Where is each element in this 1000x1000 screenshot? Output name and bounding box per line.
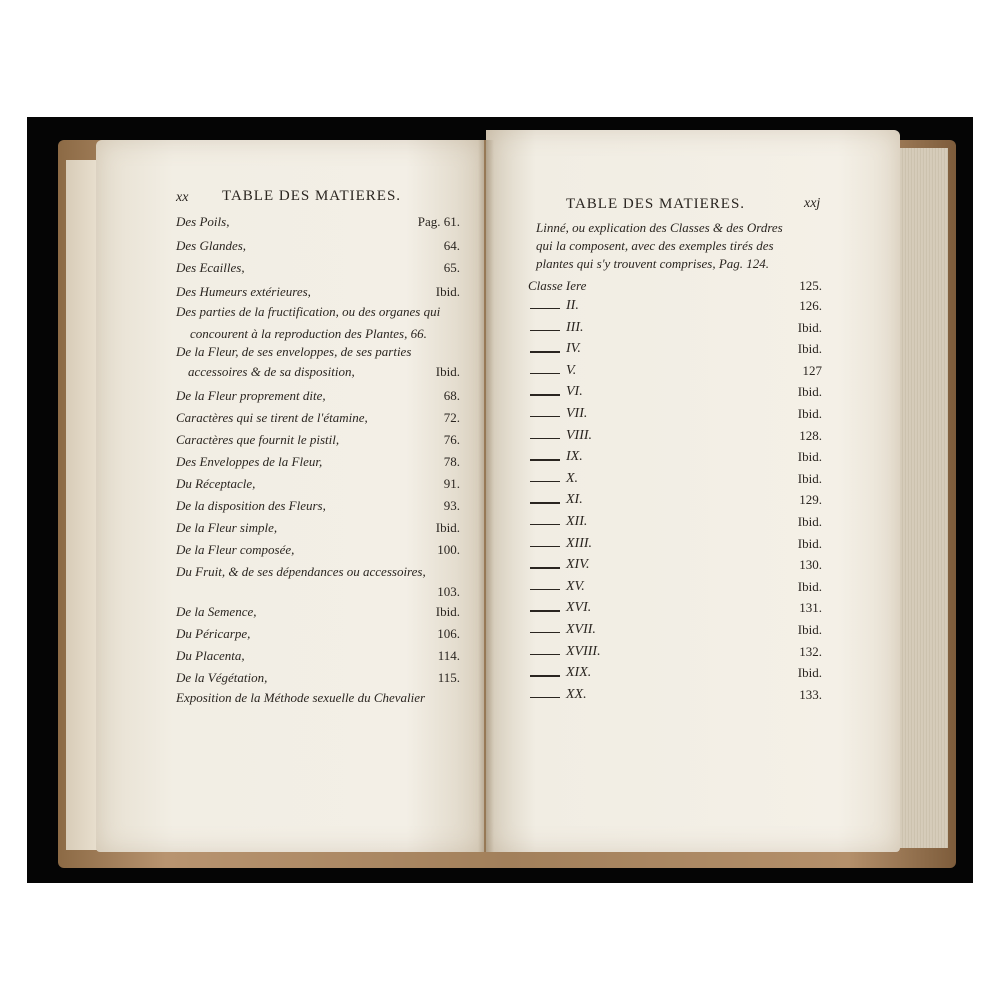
class-numeral: XVI.	[566, 600, 592, 616]
class-dash	[530, 546, 560, 547]
class-page: 128.	[799, 427, 822, 443]
toc-entry-text: De la Semence,	[176, 604, 257, 619]
class-numeral: IV.	[566, 341, 581, 357]
class-dash	[530, 524, 560, 525]
class-numeral: XVIII.	[566, 643, 601, 659]
class-numeral: XI.	[566, 492, 583, 508]
class-page: 132.	[799, 643, 822, 659]
class-page: Ibid.	[797, 341, 822, 357]
class-numeral: VIII.	[566, 427, 593, 443]
toc-entry-page: 72.	[443, 410, 460, 425]
class-numeral: XII.	[566, 514, 588, 529]
class-dash	[530, 373, 560, 374]
toc-entry-page: 115.	[437, 670, 460, 685]
class-dash	[530, 502, 560, 503]
toc-entry-text: De la disposition des Fleurs,	[176, 498, 326, 513]
class-numeral: II.	[566, 298, 579, 313]
intro-line: plantes qui s'y trouvent comprises, Pag. 124.	[536, 256, 770, 271]
class-numeral: XVII.	[566, 622, 596, 637]
toc-entry-text: Caractères que fournit le pistil,	[176, 432, 340, 447]
toc-entry-page: 114.	[437, 648, 460, 663]
left-heading: TABLE DES MATIERES.	[222, 188, 402, 204]
class-page: 130.	[799, 557, 822, 573]
class-page: Ibid.	[797, 319, 822, 335]
class-dash	[530, 330, 560, 331]
class-numeral: X.	[566, 470, 579, 486]
class-page: Ibid.	[797, 514, 822, 529]
toc-entry-text: accessoires & de sa disposition,	[188, 364, 355, 379]
class-numeral: VII.	[566, 406, 588, 421]
toc-entry-text: Des Ecailles,	[176, 260, 245, 275]
toc-entry-page: 76.	[443, 432, 460, 447]
class-dash	[530, 438, 560, 439]
class-page: Ibid.	[797, 449, 822, 465]
toc-entry-page: 65.	[443, 260, 460, 275]
toc-entry-text: Caractères qui se tirent de l'étamine,	[176, 410, 368, 425]
class-dash	[530, 632, 560, 633]
toc-entry-text: concourent à la reproduction des Plantes, 66.	[190, 326, 427, 341]
toc-entry-page: 103.	[437, 584, 460, 599]
toc-entry-page: Ibid.	[435, 520, 460, 535]
toc-entry-page: 93.	[443, 498, 460, 513]
toc-entry-text: De la Fleur simple,	[176, 520, 278, 535]
right-heading: TABLE DES MATIERES.	[566, 196, 746, 212]
class-numeral: XIV.	[566, 557, 590, 573]
class-dash	[530, 589, 560, 590]
class-page: Ibid.	[797, 406, 822, 421]
toc-entry-page: 100.	[437, 542, 460, 557]
left-folio: xx	[176, 190, 189, 205]
class-numeral: XX.	[566, 686, 587, 702]
toc-entry-page: 91.	[443, 476, 460, 491]
toc-entry-text: Du Réceptacle,	[176, 476, 256, 491]
class-numeral: XIII.	[566, 535, 593, 551]
class-numeral: V.	[566, 362, 577, 378]
toc-entry-page: 78.	[443, 454, 460, 469]
class-numeral: III.	[566, 319, 584, 335]
toc-entry-text: Des Poils,	[176, 214, 230, 229]
right-page-edges	[898, 148, 948, 848]
toc-entry-text: De la Fleur composée,	[176, 542, 295, 557]
toc-entry-text: Du Fruit, & de ses dépendances ou accessoires,	[176, 564, 426, 579]
toc-entry-page: Pag. 61.	[417, 214, 460, 229]
intro-line: qui la composent, avec des exemples tirés des	[536, 238, 774, 253]
class-numeral: VI.	[566, 384, 583, 400]
class-page: 131.	[799, 600, 822, 616]
class-page: 126.	[799, 298, 822, 313]
first-class-page: 125.	[799, 278, 822, 293]
toc-entry-text: Des Glandes,	[176, 238, 247, 253]
toc-entry-page: 106.	[437, 626, 460, 641]
class-dash	[530, 351, 560, 352]
class-page: Ibid.	[797, 384, 822, 400]
toc-entry-page: Ibid.	[435, 364, 460, 379]
class-page: Ibid.	[797, 535, 822, 551]
class-dash	[530, 610, 560, 611]
left-page	[96, 140, 484, 852]
class-dash	[530, 394, 560, 395]
toc-entry-text: Exposition de la Méthode sexuelle du Chevalier	[176, 690, 426, 705]
toc-entry-text: Des parties de la fructification, ou des organes qui	[176, 304, 441, 319]
class-numeral: IX.	[566, 449, 583, 465]
class-dash	[530, 308, 560, 309]
class-numeral: XIX.	[566, 665, 592, 681]
class-dash	[530, 459, 560, 460]
class-dash	[530, 697, 560, 698]
right-folio: xxj	[804, 196, 821, 211]
toc-entry-page: 68.	[443, 388, 460, 403]
class-page: 127	[802, 362, 822, 378]
book-gutter	[478, 140, 494, 852]
class-dash	[530, 567, 560, 568]
class-page: Ibid.	[797, 665, 822, 681]
toc-entry-page: 64.	[443, 238, 460, 253]
class-dash	[530, 654, 560, 655]
toc-entry-text: De la Fleur, de ses enveloppes, de ses parties	[176, 344, 412, 359]
toc-entry-text: Des Humeurs extérieures,	[176, 284, 311, 299]
class-numeral: XV.	[566, 578, 585, 594]
class-page: Ibid.	[797, 470, 822, 486]
class-page: Ibid.	[797, 578, 822, 594]
toc-entry-text: Du Placenta,	[176, 648, 245, 663]
class-dash	[530, 481, 560, 482]
class-page: 133.	[799, 686, 822, 702]
toc-entry-text: Du Péricarpe,	[176, 626, 251, 641]
class-dash	[530, 416, 560, 417]
toc-entry-page: Ibid.	[435, 284, 460, 299]
class-dash	[530, 675, 560, 676]
toc-entry-page: Ibid.	[435, 604, 460, 619]
toc-entry-text: De la Végétation,	[176, 670, 268, 685]
toc-entry-text: Des Enveloppes de la Fleur,	[176, 454, 323, 469]
class-page: 129.	[799, 492, 822, 508]
class-page: Ibid.	[797, 622, 822, 637]
first-class-label: Classe Iere	[528, 278, 587, 293]
toc-entry-text: De la Fleur proprement dite,	[176, 388, 326, 403]
intro-line: Linné, ou explication des Classes & des Ordres	[536, 220, 783, 235]
